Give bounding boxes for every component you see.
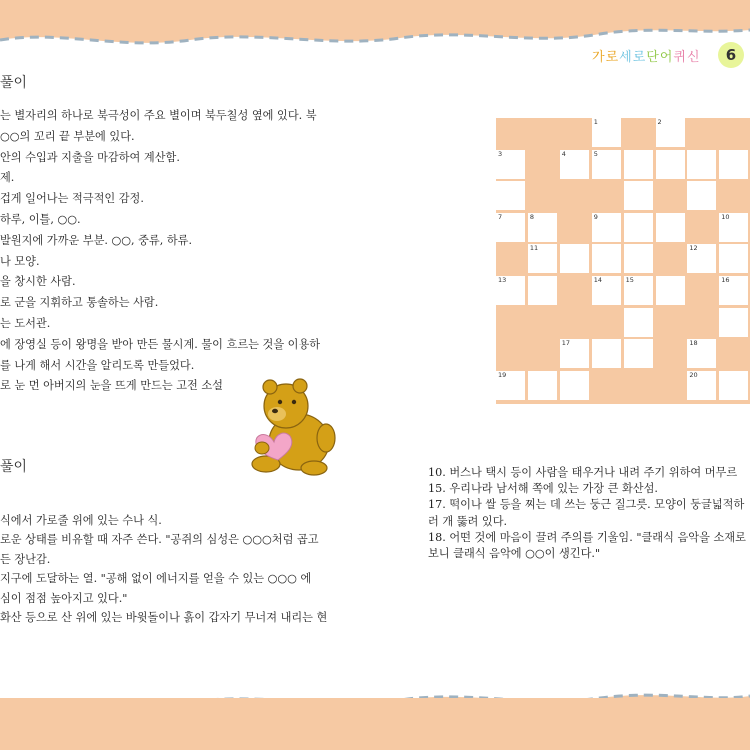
down-section-title: 풀이 (0, 459, 28, 475)
crossword-cell[interactable] (656, 213, 685, 242)
crossword-grid (496, 118, 750, 404)
crossword-cell[interactable] (496, 150, 525, 179)
crossword-cell[interactable] (719, 213, 748, 242)
crossword-cell[interactable] (624, 244, 653, 273)
clue-number: 15 (625, 276, 634, 284)
clue-number: 12 (689, 244, 698, 253)
crossword-cell[interactable] (687, 244, 716, 273)
clue-number: 3 (498, 149, 503, 158)
clue-number: 7 (498, 212, 503, 221)
clue-line: 화산 등으로 산 위에 있는 바윗돌이나 흙이 갑자기 무너져 내리는 현 (0, 611, 328, 624)
clue-number: 11 (529, 244, 539, 253)
crossword-cell[interactable] (624, 276, 653, 305)
clue-line: 러 개 뚫려 있다. (428, 514, 508, 528)
clue-line: 을 창시한 사람. (0, 275, 76, 289)
crossword-cell[interactable] (656, 118, 685, 147)
crossword-cell[interactable] (656, 150, 685, 179)
crossword-cell[interactable] (624, 150, 653, 179)
clue-line: 로 군을 지휘하고 통솔하는 사람. (0, 296, 159, 310)
crossword-cell[interactable] (560, 371, 589, 400)
crossword-cell[interactable] (592, 276, 621, 305)
clue-line: 심이 점점 높아지고 있다." (0, 591, 128, 605)
clue-number: 17 (561, 339, 571, 348)
clue-number: 13 (498, 276, 507, 284)
crossword-cell[interactable] (592, 213, 621, 242)
crossword-cell[interactable] (560, 339, 589, 368)
crossword-cell[interactable] (719, 371, 748, 400)
clue-line: 하루, 이틀, ○○. (0, 213, 81, 226)
crossword-cell[interactable] (528, 276, 557, 305)
clue-number: 18 (689, 339, 698, 348)
across-section-title: 풀이 (0, 75, 28, 91)
clue-number: 10 (721, 212, 730, 221)
clue-line: 든 장난감. (0, 552, 51, 566)
crossword-cell[interactable] (528, 244, 557, 273)
crossword-cell[interactable] (496, 181, 525, 210)
crossword-cell[interactable] (592, 244, 621, 273)
clue-line: 는 별자리의 하나로 북극성이 주요 별이며 북두칠성 옆에 있다. 북 (0, 109, 317, 122)
crossword-cell[interactable] (496, 371, 525, 400)
crossword-cell[interactable] (719, 276, 748, 305)
clue-line: 제. (0, 171, 15, 185)
clue-number: 4 (561, 149, 566, 158)
clue-line: 나 모양. (0, 254, 40, 268)
crossword-cell[interactable] (496, 213, 525, 242)
clue-line: 식에서 가로줄 위에 있는 수나 식. (0, 514, 162, 527)
book-title (592, 46, 701, 65)
crossword-cell[interactable] (687, 371, 716, 400)
crossword-cell[interactable] (624, 181, 653, 210)
crossword-cell[interactable] (592, 118, 621, 147)
clue-number: 9 (593, 212, 598, 221)
crossword-cell[interactable] (687, 150, 716, 179)
crossword-cell[interactable] (687, 339, 716, 368)
teddy-bear-illustration (244, 376, 344, 476)
clue-number: 5 (593, 149, 598, 158)
clue-number: 14 (593, 276, 602, 284)
clue-line: 겁게 일어나는 적극적인 감정. (0, 192, 144, 206)
clue-line: 발원지에 가까운 부분. ○○, 중류, 하류. (0, 233, 193, 247)
title-char: 로 (605, 50, 620, 65)
clue-line: 에 장영실 등이 왕명을 받아 만든 물시계. 물이 흐르는 것을 이용하 (0, 337, 321, 351)
crossword-cell[interactable] (528, 213, 557, 242)
crossword-cell[interactable] (719, 150, 748, 179)
clue-number: 2 (657, 118, 662, 126)
bottom-decorative-band (0, 698, 750, 750)
title-char: 신 (686, 50, 701, 65)
title-char: 단 (646, 50, 660, 65)
clue-number: 1 (593, 118, 598, 126)
clue-number: 19 (498, 370, 507, 379)
clue-line: 안의 수입과 지출을 마감하여 계산함. (0, 150, 180, 164)
clue-line: 15. 우리나라 남서해 쪽에 있는 가장 큰 화산섬. (428, 482, 658, 496)
title-char: 로 (632, 50, 647, 65)
clue-number: 16 (721, 276, 730, 284)
title-char: 가 (592, 50, 606, 65)
clue-line: 를 나게 해서 시간을 알리도록 만들었다. (0, 358, 195, 372)
crossword-cell[interactable] (496, 276, 525, 305)
crossword-cell[interactable] (624, 213, 653, 242)
clue-line: ○○의 꼬리 끝 부분에 있다. (0, 129, 135, 143)
clue-line: 보니 클래식 음악에 ○○이 생긴다." (428, 547, 601, 560)
crossword-cell[interactable] (687, 181, 716, 210)
clue-line: 지구에 도달하는 열. "공해 없이 에너지를 얻을 수 있는 ○○○ 에 (0, 572, 312, 586)
crossword-cell[interactable] (719, 308, 748, 337)
crossword-cell[interactable] (560, 150, 589, 179)
clue-line: 는 도서관. (0, 317, 51, 330)
crossword-cell[interactable] (592, 339, 621, 368)
title-char: 어 (659, 50, 674, 65)
page-number-badge: 6 (718, 42, 744, 68)
crossword-cell[interactable] (624, 308, 653, 337)
clue-number: 8 (529, 212, 535, 221)
crossword-cell[interactable] (592, 150, 621, 179)
clue-line: 17. 떡이나 쌀 등을 찌는 데 쓰는 둥근 질그릇. 모양이 둥글넓적하 (428, 498, 745, 512)
crossword-cell[interactable] (624, 339, 653, 368)
crossword-cell[interactable] (528, 371, 557, 400)
clue-line: 10. 버스나 택시 등이 사람을 태우거나 내려 주기 위하여 머무르 (428, 466, 738, 479)
clue-line: 18. 어떤 것에 마음이 끌려 주의를 기울임. "클래식 음악을 소재로 (428, 530, 746, 544)
crossword-cell[interactable] (560, 244, 589, 273)
title-char: 퀴 (673, 50, 687, 65)
title-char: 세 (619, 50, 633, 65)
clue-line: 로 눈 먼 아버지의 눈을 뜨게 만드는 고전 소설 (0, 379, 223, 393)
clue-line: 로운 상태를 비유할 때 자주 쓴다. "공쥐의 심성은 ○○○처럼 곱고 (0, 533, 319, 547)
clue-number: 20 (689, 370, 698, 379)
crossword-cell[interactable] (719, 244, 748, 273)
crossword-cell[interactable] (656, 276, 685, 305)
